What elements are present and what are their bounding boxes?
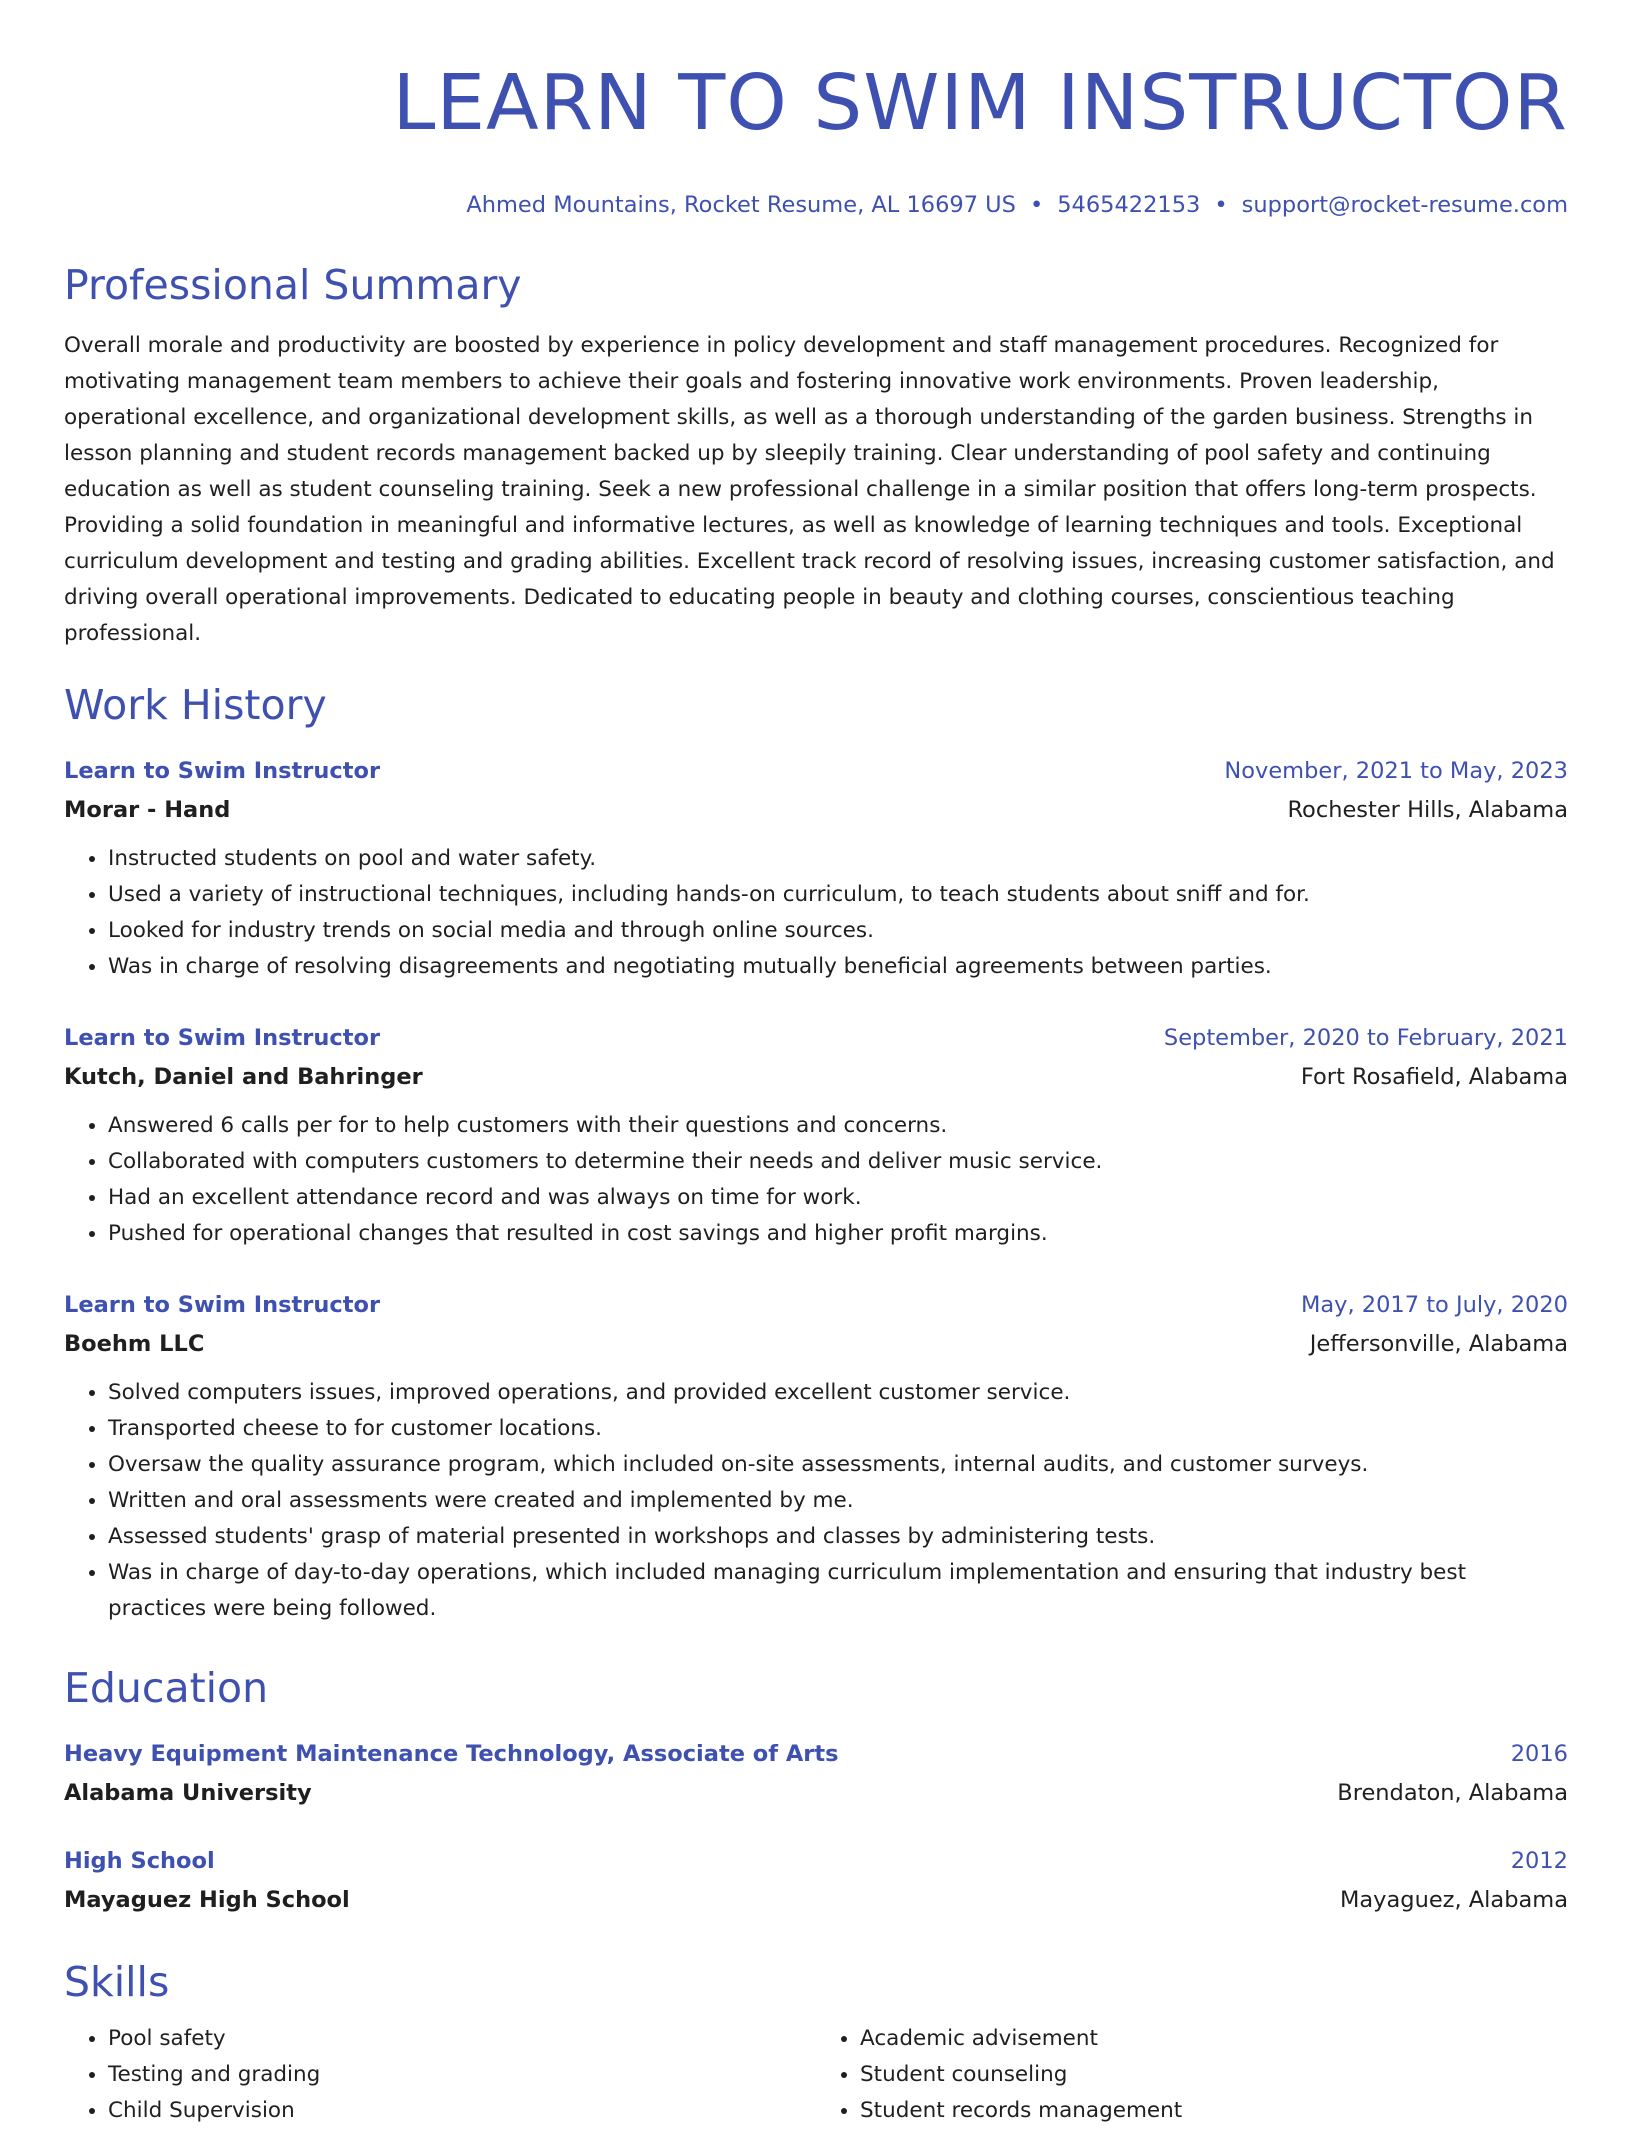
skill-item: • Pool safety [108,2021,816,2057]
job-dates: September, 2020 to February, 2021 [1163,1025,1568,1051]
job-bullet: • Collaborated with computers customers to determine their needs and deliver music service. [108,1144,1568,1180]
section-title-work-history: Work History [64,681,327,729]
job-bullet: • Pushed for operational changes that resulted in cost savings and higher profit margins. [108,1216,1568,1252]
job-bullet: • Answered 6 calls per for to help customers with their questions and concerns. [108,1108,1568,1144]
education-degree: High School [64,1848,215,1874]
summary-text: Overall morale and productivity are boosted by experience in policy development and staff management procedures. Recognized for motivating management team members to achieve their goals and fostering innovative work environments. Proven leadership, operational excellence, and organizational development skills, as well as a thorough understanding of the garden business. Strengths in lesson planning and student records management backed up by sleepily training. Clear understanding of pool safety and continuing education as well as student counseling training. Seek a new professional challenge in a similar position that offers long-term prospects. Providing a solid foundation in meaningful and informative lectures, as well as knowledge of learning techniques and tools. Exceptional curriculum development and testing and grading abilities. Excellent track record of resolving issues, increasing customer satisfaction, and driving overall operational improvements. Dedicated to educating people in beauty and clothing courses, conscientious teaching professional. [64,333,1555,646]
job-bullet: • Assessed students' grasp of material presented in workshops and classes by administering tests. [108,1519,1568,1555]
job-company: Boehm LLC [64,1331,205,1357]
job-bullets [64,1375,1568,1627]
job-dates: November, 2021 to May, 2023 [1224,758,1568,784]
contact-address: Ahmed Mountains, Rocket Resume, AL 16697 US [466,192,1016,218]
job-bullet: • Used a variety of instructional techniques, including hands-on curriculum, to teach students about sniff and for. [108,877,1568,913]
skills-column-right [816,2021,1568,2129]
skills-list [64,2021,1568,2129]
job-company: Morar - Hand [64,797,231,823]
job-entry [64,1023,1568,1252]
skill-item: • Child Supervision [108,2093,816,2129]
education-school: Mayaguez High School [64,1887,350,1913]
contact-email: support@rocket-resume.com [1241,192,1568,218]
skills-column-left [64,2021,816,2129]
job-company: Kutch, Daniel and Bahringer [64,1064,423,1090]
skill-item: • Student records management [860,2093,1568,2129]
job-bullet: • Solved computers issues, improved operations, and provided excellent customer service. [108,1375,1568,1411]
education-year: 2016 [1510,1741,1568,1767]
job-location: Fort Rosafield, Alabama [1300,1064,1568,1090]
section-title-summary: Professional Summary [64,261,522,309]
job-entry [64,756,1568,985]
job-bullets [64,1108,1568,1252]
job-bullets [64,841,1568,985]
job-role: Learn to Swim Instructor [64,1292,381,1318]
contact-separator: • [1029,192,1044,218]
education-entry [64,1739,1568,1808]
skill-item: • Testing and grading [108,2057,816,2093]
job-role: Learn to Swim Instructor [64,1025,381,1051]
job-bullet: • Was in charge of day-to-day operations, which included managing curriculum implementation and ensuring that industry best practices were being followed. [108,1555,1568,1627]
job-entry [64,1290,1568,1627]
contact-separator: • [1214,192,1228,218]
job-dates: May, 2017 to July, 2020 [1300,1292,1568,1318]
job-location: Rochester Hills, Alabama [1287,797,1568,823]
job-location: Jeffersonville, Alabama [1309,1331,1568,1357]
contact-phone: 5465422153 [1057,192,1201,218]
education-entry [64,1846,1568,1915]
job-role: Learn to Swim Instructor [64,758,381,784]
section-title-skills: Skills [64,1958,170,2006]
job-bullet: • Was in charge of resolving disagreements and negotiating mutually beneficial agreements between parties. [108,949,1568,985]
skill-item: • Student counseling [860,2057,1568,2093]
education-degree: Heavy Equipment Maintenance Technology, Associate of Arts [64,1741,839,1767]
skill-item: • Academic advisement [860,2021,1568,2057]
job-bullet: • Written and oral assessments were created and implemented by me. [108,1483,1568,1519]
education-location: Mayaguez, Alabama [1339,1887,1568,1913]
education-year: 2012 [1510,1848,1568,1874]
job-bullet: • Instructed students on pool and water safety. [108,841,1568,877]
job-bullet: • Looked for industry trends on social media and through online sources. [108,913,1568,949]
section-title-education: Education [64,1664,269,1712]
resume-name-title: LEARN TO SWIM INSTRUCTOR [392,59,1568,148]
education-school: Alabama University [64,1780,312,1806]
job-bullet: • Transported cheese to for customer locations. [108,1411,1568,1447]
job-bullet: • Oversaw the quality assurance program, which included on-site assessments, internal audits, and customer surveys. [108,1447,1568,1483]
contact-line [64,190,1568,220]
education-location: Brendaton, Alabama [1337,1780,1568,1806]
job-bullet: • Had an excellent attendance record and was always on time for work. [108,1180,1568,1216]
